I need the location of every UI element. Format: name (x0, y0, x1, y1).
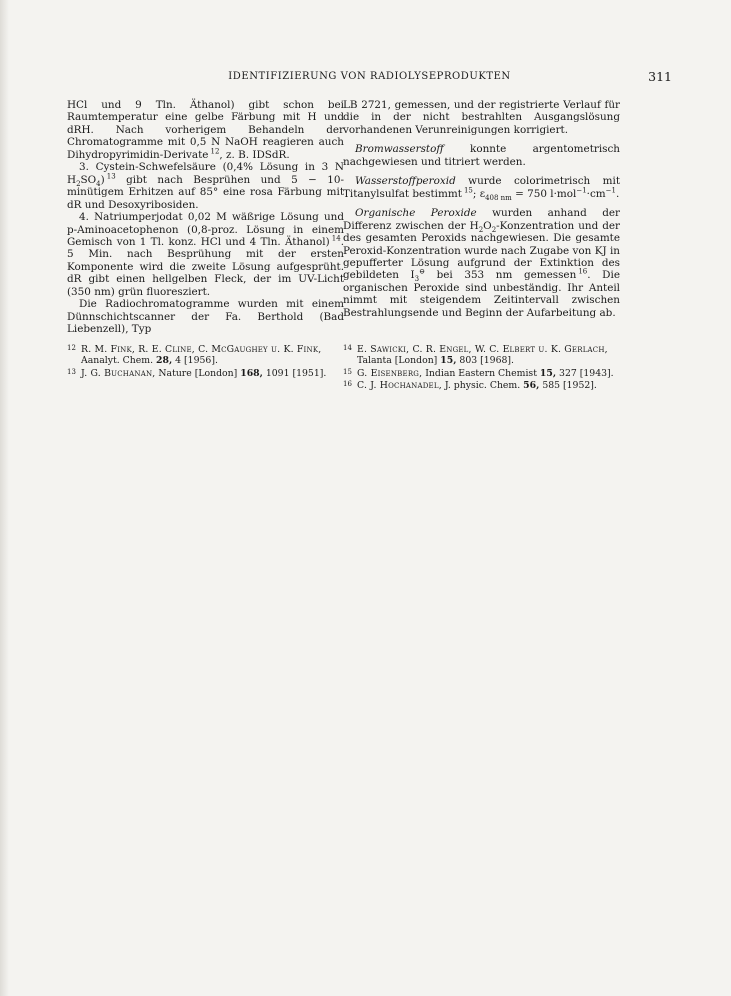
footnote-volume: 28, (156, 355, 173, 367)
right-p4-text-e: . Die organischen Peroxide sind unbeständig. Ihr Anteil nimmt mit steigendem Zeitintervall zwischen Bestrahlungsende und Beginn der Aufarbeitung ab. (343, 269, 620, 319)
subscript: 2 (491, 225, 497, 234)
left-p1-text: HCl und 9 Tln. Äthanol) gibt schon bei Raumtemperatur eine gelbe Färbung mit H und dRH. Nach vorherigem Behandeln der Chromatogramme mit 0,5 N NaOH reagieren auch Dihydropyrimidin-Derivate (67, 99, 344, 161)
footnote-source: Talanta [London] (357, 355, 438, 367)
subscript: 2 (76, 179, 81, 188)
footnote-rest: 585 [1952]. (539, 380, 597, 392)
footnote-rest: 1091 [1951]. (262, 367, 327, 379)
footnote-authors: G. Eisenberg, (357, 367, 423, 379)
footnote-ref-14: 14 (331, 234, 341, 243)
term-bromwasserstoff: Bromwasserstoff (355, 143, 444, 156)
footnote-rest: 803 [1968]. (456, 355, 514, 367)
footnote-number: 15 (343, 367, 352, 376)
left-p1-end: , z. B. IDSdR. (219, 148, 290, 161)
footnote-source: Nature [London] (158, 367, 238, 379)
footnote-authors: C. J. Hochanadel, (357, 380, 442, 392)
footnote-ref-13: 13 (106, 172, 116, 181)
right-p4-text-b: O (483, 219, 492, 232)
right-paragraph-3 (343, 175, 620, 200)
superscript: −1 (605, 186, 616, 195)
footnote-source: J. physic. Chem. (444, 380, 521, 392)
right-column (343, 99, 620, 319)
footnotes-right (343, 343, 620, 392)
footnote-source: Aanalyt. Chem. (81, 355, 154, 367)
left-p2-text-c: ) (100, 173, 105, 186)
footnote-ref-12: 12 (210, 147, 220, 156)
footnote-ref-15: 15 (463, 186, 473, 195)
left-paragraph-1 (67, 99, 344, 161)
left-p2-text-b: SO (80, 173, 97, 186)
right-p3-text-a: wurde colorimetrisch mit Titanylsulfat bestimmt (343, 175, 620, 200)
right-paragraph-2 (343, 143, 620, 168)
right-p4-text-a: wurden anhand der Differenz zwischen der H (343, 207, 620, 232)
footnote-ref-16: 16 (578, 267, 588, 276)
footnote-number: 16 (343, 380, 352, 389)
page-number: 311 (648, 69, 672, 84)
term-organische-peroxide: Organische Peroxide (355, 207, 477, 220)
footnote-rest: 4 [1956]. (172, 355, 218, 367)
footnote-authors: R. M. Fink, R. E. Cline, C. McGaughey u. K. Fink, (81, 344, 322, 355)
left-p3-text-b: . 5 Min. nach Besprühung mit der ersten Komponente wird die zweite Lösung aufgesprüht. dR gibt einen hellgelben Fleck, der im UV-Licht (350 nm) grün fluoresziert. (67, 235, 344, 298)
subscript: 408 nm (485, 193, 512, 202)
footnote-volume: 15, (440, 355, 457, 367)
footnote-13 (67, 367, 344, 379)
right-p3-text-e: . (615, 187, 620, 200)
left-paragraph-4: Die Radiochromatogramme wurden mit einem Dünnschichtscanner der Fa. Berthold (Bad Liebenzell), Typ (67, 298, 344, 336)
footnote-authors: E. Sawicki, C. R. Engel, W. C. Elbert u. K. Gerlach, (357, 344, 608, 355)
left-p3-text-a: 4. Natriumperjodat 0,02 M wäßrige Lösung und p-Aminoacetophenon (0,8-proz. Lösung in einem Gemisch von 1 Tl. konz. HCl und 4 Tln. Äthanol) (67, 211, 344, 248)
superscript: ⊖ (419, 267, 425, 276)
footnote-volume: 168, (240, 367, 263, 379)
footnote-12 (67, 343, 344, 367)
footnote-number: 13 (67, 367, 76, 376)
right-p3-text-c: = 750 l·mol (511, 187, 577, 200)
footnote-volume: 56, (523, 380, 540, 392)
left-column (67, 99, 344, 336)
right-p4-text-d: bei 353 nm gemessen (424, 269, 577, 282)
footnote-rest: 327 [1943]. (556, 367, 614, 379)
page-edge-shadow (0, 0, 9, 996)
right-paragraph-1: LB 2721, gemessen, und der registrierte Verlauf für die in der nicht bestrahlten Ausgangslösung vorhandenen Verunreinigungen korrigiert. (343, 99, 620, 136)
footnote-source: Indian Eastern Chemist (425, 367, 537, 379)
footnote-authors: J. G. Buchanan, (81, 367, 156, 379)
left-p2-text-a: 3. Cystein-Schwefelsäure (0,4% Lösung in 3 N H (67, 161, 344, 186)
footnote-number: 14 (343, 344, 352, 352)
term-wasserstoffperoxid: Wasserstoffperoxid (355, 175, 456, 188)
footnote-16 (343, 379, 620, 391)
footnote-15 (343, 367, 620, 379)
footnote-14 (343, 343, 620, 367)
footnotes-left (67, 343, 344, 379)
left-paragraph-3 (67, 211, 344, 298)
left-p2-text-d: gibt nach Besprühen und 5 − 10-minütigem Erhitzen auf 85° eine rosa Färbung mit dR und Desoxyribosiden. (67, 173, 344, 211)
subscript: 3 (414, 275, 420, 284)
superscript: −1 (576, 186, 587, 195)
right-p3-text-b: ; ε (472, 187, 486, 200)
right-p3-text-d: ·cm (586, 187, 606, 200)
footnote-number: 12 (67, 344, 76, 352)
subscript: 2 (478, 225, 484, 234)
subscript: 4 (96, 179, 101, 188)
right-p4-text-c: -Konzentration und der des gesamten Peroxids nachgewiesen. Die gesamte Peroxid-Konzentration wurde nach Zugabe von KJ in gepufferter Lösung aufgrund der Extinktion des gebildeten I (343, 219, 620, 282)
right-paragraph-4 (343, 207, 620, 319)
running-title: IDENTIFIZIERUNG VON RADIOLYSEPRODUKTEN (228, 71, 511, 82)
footnote-volume: 15, (539, 367, 557, 379)
right-p2-text: konnte argentometrisch nachgewiesen und titriert werden. (343, 143, 620, 168)
left-paragraph-2 (67, 161, 344, 211)
running-head (67, 69, 672, 85)
